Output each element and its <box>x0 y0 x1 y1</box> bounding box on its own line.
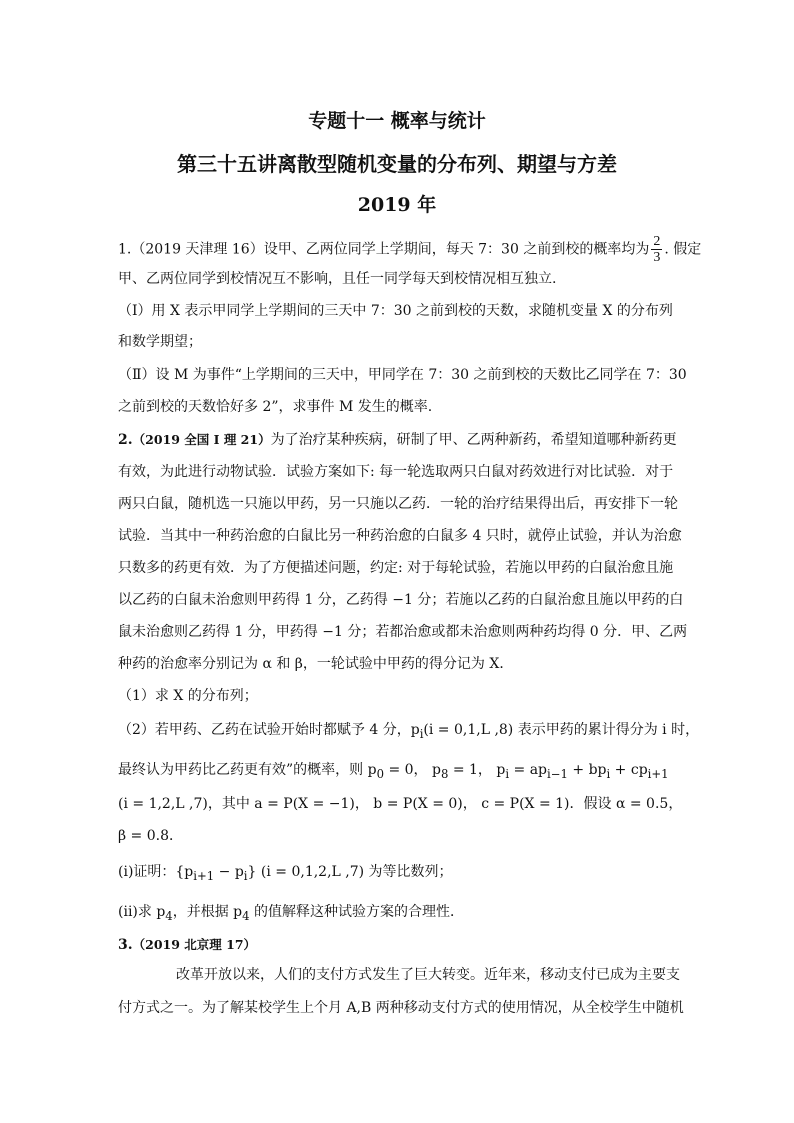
q2-line-5: 只数多的药更有效．为了方便描述问题，约定: 对于每轮试验，若施以甲药的白鼠治愈且施 <box>118 560 674 576</box>
topic-title: 专题十一 概率与统计 <box>308 110 486 132</box>
q1-part-2-line-2: 之前到校的天数恰好多 2”，求事件 M 发生的概率. <box>118 399 433 415</box>
q1-text-a: 1.（2019 天津理 16）设甲、乙两位同学上学期间，每天 7：30 之前到校的概率均为 <box>118 241 650 258</box>
fraction-numerator: 2 <box>653 234 661 249</box>
q2-line-8: 种药的治愈率分别记为 α 和 β，一轮试验中甲药的得分记为 X． <box>118 656 514 672</box>
q3-number: 3. <box>118 937 133 953</box>
q1-part-1-line-2: 和数学期望； <box>118 334 202 350</box>
q2-subpart-ii: (ii)求 $p_4$，并根据 $p_4$ 的值解释这种试验方案的合理性． <box>118 904 465 923</box>
q1-part-1-line-1: （Ⅰ）用 X 表示甲同学上学期间的三天中 7：30 之前到校的天数，求随机变量 X 的分布列 <box>118 303 673 319</box>
lecture-title: 第三十五讲离散型随机变量的分布列、期望与方差 <box>177 152 617 176</box>
q2-line-7: 鼠未治愈则乙药得 1 分，甲药得 −1 分；若都治愈或都未治愈则两种药均得 0 分．甲、乙两 <box>118 624 688 640</box>
q2-number: 2. <box>118 432 133 448</box>
q2-part-2-line-3: (i = 1,2,L ,7)，其中 a = P(X = −1)， b = P(X = 0)， c = P(X = 1)．假设 α = 0.5， <box>118 796 683 812</box>
q2-line-3: 两只白鼠，随机选一只施以甲药，另一只施以乙药．一轮的治疗结果得出后，再安排下一轮 <box>118 496 678 512</box>
q1-part-2-line-1: （Ⅱ）设 M 为事件“上学期间的三天中，甲同学在 7：30 之前到校的天数比乙同学在 7：30 <box>118 367 687 383</box>
fraction-two-thirds <box>651 234 662 265</box>
q2-line-4: 试验．当其中一种药治愈的白鼠比另一种药治愈的白鼠多 4 只时，就停止试验，并认为治愈 <box>118 528 682 544</box>
q2-source: （2019 全国 I 理 21） <box>132 432 271 447</box>
q2-line-1 <box>118 430 678 450</box>
q3-line-2: 付方式之一。为了解某校学生上个月 A,B 两种移动支付方式的使用情况，从全校学生中随机 <box>118 1000 684 1016</box>
q2-line-2: 有效，为此进行动物试验．试验方案如下: 每一轮选取两只白鼠对药效进行对比试验．对于 <box>118 464 674 480</box>
year-heading: 2019 年 <box>357 194 437 216</box>
q1-line-2: 甲、乙两位同学到校情况互不影响，且任一同学每天到校情况相互独立. <box>118 271 557 287</box>
q3-line-1: 改革开放以来，人们的支付方式发生了巨大转变。近年来，移动支付已成为主要支 <box>176 967 680 983</box>
q2-subpart-i: (i)证明：$\{p_{i+1} - p_i\} (i = 0,1,2,L$ ,7) 为等比数列； <box>118 864 453 883</box>
q2-part-2-line-2: 最终认为甲药比乙药更有效”的概率，则 $p_0 = 0$， $p_8 = 1$， $p_i = ap_{i-1} + bp_i + cp_{i+1}$ <box>118 762 669 781</box>
q3-heading <box>118 935 678 955</box>
q1-line-1 <box>118 234 702 265</box>
q1-text-b: . 假定 <box>664 241 702 258</box>
q3-source: （2019 北京理 17） <box>132 937 257 952</box>
q2-line-6: 以乙药的白鼠未治愈则甲药得 1 分，乙药得 −1 分；若施以乙药的白鼠治愈且施以甲药的白 <box>118 592 684 608</box>
q2-part-1: （1）求 X 的分布列； <box>118 688 258 704</box>
q2-text-1: 为了治疗某种疾病，研制了甲、乙两种新药，希望知道哪种新药更 <box>270 432 677 448</box>
q2-part-2-line-1: （2）若甲药、乙药在试验开始时都赋予 4 分，$p_i(i = 0,1,L$ ,8) 表示甲药的累计得分为 i 时， <box>118 722 700 741</box>
q2-part-2-line-4: β = 0.8． <box>118 828 183 844</box>
fraction-denominator: 3 <box>653 250 661 265</box>
